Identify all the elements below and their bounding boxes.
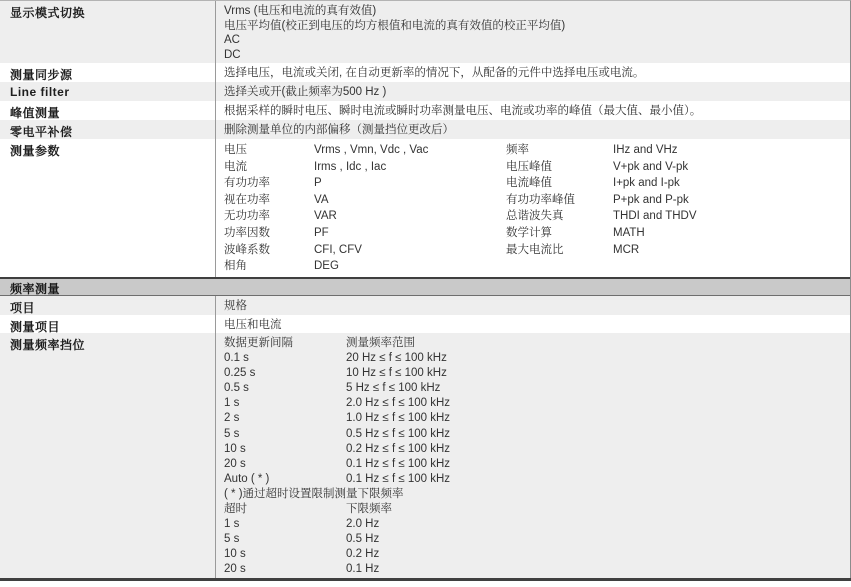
parameter-name: 功率因数	[224, 226, 270, 239]
parameters-left-column	[224, 142, 506, 275]
frequency-range-table	[224, 336, 850, 578]
row-label-measurement-item: 测量项目	[0, 315, 216, 333]
parameter-symbols: MATH	[613, 226, 645, 239]
frequency-table-row	[224, 351, 850, 366]
parameter-row	[506, 175, 850, 192]
frequency-table-row	[224, 472, 850, 487]
parameter-symbols: PF	[314, 226, 329, 239]
parameters-right-column	[506, 142, 850, 275]
update-interval-cell: 20 s	[224, 457, 246, 470]
parameter-symbols: Irms , Idc , Iac	[314, 160, 387, 173]
parameter-name: 总谐波失真	[506, 210, 564, 223]
parameter-row	[506, 142, 850, 159]
parameter-row	[224, 242, 506, 259]
frequency-range-cell: 0.1 Hz ≤ f ≤ 100 kHz	[346, 472, 451, 485]
row-label-line-filter: Line filter	[0, 82, 216, 101]
parameter-symbols: MCR	[613, 243, 640, 256]
parameter-row	[224, 192, 506, 209]
update-interval-cell: 5 s	[224, 427, 240, 440]
parameter-row	[506, 192, 850, 209]
spec-line: 电压和电流	[224, 319, 282, 331]
table-row	[0, 333, 850, 578]
parameter-symbols: P+pk and P-pk	[613, 193, 689, 206]
spec-line: DC	[224, 48, 241, 61]
table-row	[0, 296, 850, 315]
frequency-range-cell: 20 Hz ≤ f ≤ 100 kHz	[346, 352, 447, 365]
table-row	[0, 63, 850, 82]
parameter-row	[506, 159, 850, 176]
parameter-name: 最大电流比	[506, 243, 564, 256]
parameter-name: 电流峰值	[506, 177, 552, 190]
parameter-name: 电压峰值	[506, 160, 552, 173]
next-section-top-rule	[0, 578, 851, 581]
row-content	[216, 1, 850, 63]
parameter-name: 有功功率峰值	[506, 193, 575, 206]
timeout-table-row	[224, 517, 850, 532]
update-interval-cell: 1 s	[224, 397, 240, 410]
timeout-cell: 10 s	[224, 548, 246, 561]
frequency-table-row	[224, 381, 850, 396]
frequency-range-cell: 0.5 Hz ≤ f ≤ 100 kHz	[346, 427, 451, 440]
section-header-frequency-measurement: 频率测量	[0, 277, 850, 296]
parameter-row	[224, 142, 506, 159]
parameter-row	[506, 208, 850, 225]
spec-line: 根据采样的瞬时电压、瞬时电流或瞬时功率测量电压、电流或功率的峰值（最大值、最小值）。	[224, 105, 702, 117]
table-row	[0, 1, 850, 63]
parameter-name: 数学计算	[506, 226, 552, 239]
spec-line: AC	[224, 34, 240, 47]
row-label-frequency-range: 测量频率挡位	[0, 333, 216, 578]
parameter-symbols: Vrms , Vmn, Vdc , Vac	[314, 144, 429, 156]
frequency-table-row	[224, 427, 850, 442]
frequency-range-cell: 10 Hz ≤ f ≤ 100 kHz	[346, 367, 447, 380]
parameter-symbols: VAR	[314, 210, 337, 223]
frequency-table-header	[224, 336, 850, 351]
parameter-row	[506, 242, 850, 259]
timeout-cell: 20 s	[224, 563, 246, 576]
table-row	[0, 120, 850, 139]
timeout-table-row	[224, 532, 850, 547]
row-content	[216, 333, 850, 578]
row-content	[216, 315, 850, 333]
frequency-range-cell: 5 Hz ≤ f ≤ 100 kHz	[346, 382, 441, 395]
row-content	[216, 296, 850, 315]
row-label-item: 项目	[0, 296, 216, 315]
parameter-symbols: IHz and VHz	[613, 144, 678, 156]
parameter-name: 波峰系数	[224, 243, 270, 256]
row-label-sync-source: 测量同步源	[0, 63, 216, 82]
parameter-name: 频率	[506, 144, 529, 156]
lower-limit-cell: 2.0 Hz	[346, 518, 380, 531]
lower-limit-cell: 0.2 Hz	[346, 548, 380, 561]
table-row	[0, 139, 850, 277]
table-row	[0, 82, 850, 101]
update-interval-cell: 0.25 s	[224, 367, 256, 380]
parameter-symbols: V+pk and V-pk	[613, 160, 689, 173]
timeout-footnote: ( * )通过超时设置限制测量下限频率	[224, 487, 404, 500]
row-label-measurement-parameters: 测量参数	[0, 139, 216, 277]
parameter-row	[224, 225, 506, 242]
parameter-symbols: CFI, CFV	[314, 243, 362, 256]
spec-line: 删除测量单位的内部偏移（测量挡位更改后）	[224, 124, 454, 136]
table-row	[0, 101, 850, 120]
parameter-row	[224, 208, 506, 225]
frequency-table-row	[224, 366, 850, 381]
timeout-cell: 1 s	[224, 518, 240, 531]
column-header-frequency-range: 测量频率范围	[346, 337, 415, 349]
spec-line: 规格	[224, 300, 247, 312]
lower-limit-cell: 0.1 Hz	[346, 563, 380, 576]
timeout-table-header	[224, 502, 850, 517]
row-content	[216, 82, 850, 101]
parameter-name: 有功功率	[224, 177, 270, 190]
row-label-display-mode: 显示模式切换	[0, 1, 216, 63]
update-interval-cell: 0.1 s	[224, 352, 249, 365]
frequency-range-cell: 2.0 Hz ≤ f ≤ 100 kHz	[346, 397, 451, 410]
parameter-name: 相角	[224, 260, 247, 273]
update-interval-cell: 0.5 s	[224, 382, 249, 395]
parameter-row	[506, 225, 850, 242]
spec-line: 电压平均值(校正到电压的均方根值和电流的真有效值的校正平均值)	[224, 19, 566, 32]
row-content	[216, 101, 850, 120]
parameter-symbols: P	[314, 177, 322, 190]
timeout-table-row	[224, 562, 850, 577]
spec-line: Vrms (电压和电流的真有效值)	[224, 5, 377, 17]
parameter-symbols: THDI and THDV	[613, 210, 697, 223]
update-interval-cell: 10 s	[224, 442, 246, 455]
row-content	[216, 63, 850, 82]
parameter-row	[224, 175, 506, 192]
column-header-update-interval: 数据更新间隔	[224, 337, 293, 349]
update-interval-cell: 2 s	[224, 412, 240, 425]
parameter-name: 视在功率	[224, 193, 270, 206]
row-content	[216, 139, 850, 277]
parameter-row	[224, 258, 506, 275]
frequency-range-cell: 1.0 Hz ≤ f ≤ 100 kHz	[346, 412, 451, 425]
parameter-name: 无功功率	[224, 210, 270, 223]
row-label-peak-measurement: 峰值测量	[0, 101, 216, 120]
timeout-cell: 5 s	[224, 533, 240, 546]
frequency-range-cell: 0.2 Hz ≤ f ≤ 100 kHz	[346, 442, 451, 455]
frequency-table-row	[224, 457, 850, 472]
frequency-range-cell: 0.1 Hz ≤ f ≤ 100 kHz	[346, 457, 451, 470]
row-label-zero-compensation: 零电平补偿	[0, 120, 216, 139]
row-content	[216, 120, 850, 139]
frequency-table-row	[224, 442, 850, 457]
timeout-table-row	[224, 547, 850, 562]
parameter-name: 电压	[224, 144, 247, 156]
spec-line: 选择关或开(截止频率为500 Hz )	[224, 86, 387, 98]
spec-line: 选择电压，电流或关闭, 在自动更新率的情况下，从配备的元件中选择电压或电流。	[224, 67, 645, 79]
parameters-grid	[224, 142, 850, 275]
table-row	[0, 315, 850, 333]
column-header-lower-limit: 下限频率	[346, 503, 392, 516]
parameter-name: 电流	[224, 160, 247, 173]
update-interval-cell: Auto ( * )	[224, 472, 270, 485]
parameter-symbols: DEG	[314, 260, 339, 273]
lower-limit-cell: 0.5 Hz	[346, 533, 380, 546]
parameter-symbols: I+pk and I-pk	[613, 177, 680, 190]
frequency-table-row	[224, 411, 850, 426]
frequency-table-row	[224, 396, 850, 411]
parameter-row	[224, 159, 506, 176]
parameter-symbols: VA	[314, 193, 329, 206]
column-header-timeout: 超时	[224, 503, 247, 516]
